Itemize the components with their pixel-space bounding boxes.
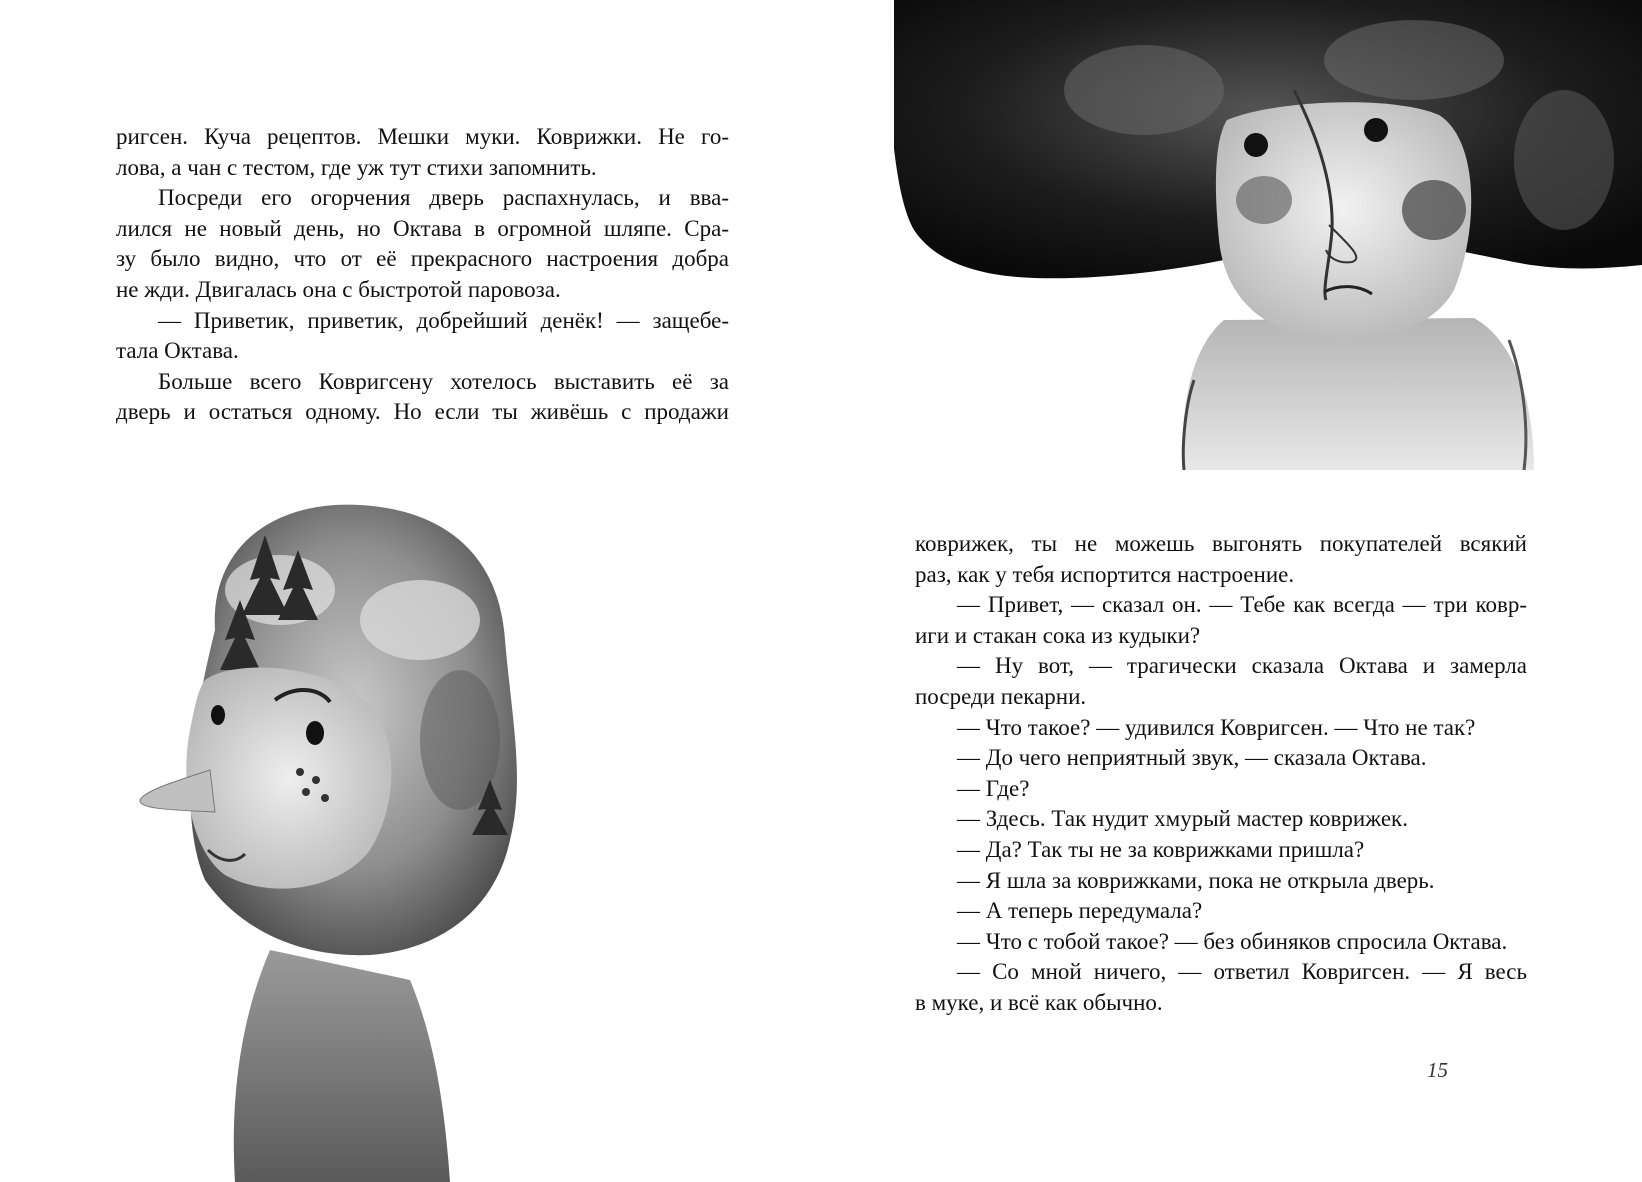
text-line: — Привет, — сказал он. — Тебе как всегда — три ковр- xyxy=(957,592,1527,618)
text-line: тала Октава. xyxy=(116,338,239,364)
text-line: лова, а чан с тестом, где уж тут стихи запомнить. xyxy=(116,154,597,180)
text-line: — Что с тобой такое? — без обиняков спросила Октава. xyxy=(957,928,1508,954)
text-line: — А теперь передумала? xyxy=(957,898,1203,924)
text-line: зу было видно, что от её прекрасного настроения добра xyxy=(116,246,729,272)
text-line: — Что такое? — удивился Ковригсен. — Что не так? xyxy=(957,714,1476,740)
right-page-text xyxy=(915,529,1527,1019)
text-line: — До чего неприятный звук, — сказала Октава. xyxy=(957,745,1427,771)
text-line: лился не новый день, но Октава в огромной шляпе. Сра- xyxy=(116,215,729,241)
text-line: иги и стакан сока из кудыки? xyxy=(915,622,1201,648)
left-page-text xyxy=(116,122,729,428)
text-line: — Со мной ничего, — ответил Ковригсен. — Я весь xyxy=(957,959,1527,985)
text-line: — Да? Так ты не за коврижками пришла? xyxy=(957,836,1365,862)
text-line: ригсен. Куча рецептов. Мешки муки. Коврижки. Не го- xyxy=(116,124,729,149)
text-line: — Где? xyxy=(957,775,1030,801)
text-line: не жди. Двигалась она с быстротой паровоза. xyxy=(116,276,561,302)
text-line: — Я шла за коврижками, пока не открыла дверь. xyxy=(957,867,1435,893)
text-line: — Ну вот, — трагически сказала Октава и замерла xyxy=(957,653,1527,679)
text-line: в муке, и всё как обычно. xyxy=(915,989,1163,1015)
text-line: — Приветик, приветик, добрейший денёк! — защебе- xyxy=(158,307,729,333)
text-line: посреди пекарни. xyxy=(915,683,1087,709)
text-line: дверь и остаться одному. Но если ты живёшь с продажи xyxy=(116,399,729,425)
text-line: раз, как у тебя испортится настроение. xyxy=(915,561,1295,587)
illustration-hooded-figure xyxy=(120,480,600,1182)
illustration-big-hat-figure xyxy=(894,0,1642,505)
text-line: коврижек, ты не можешь выгонять покупателей всякий xyxy=(915,531,1527,556)
text-line: Посреди его огорчения дверь распахнулась, и вва- xyxy=(158,185,729,211)
text-line: Больше всего Ковригсену хотелось выставить её за xyxy=(158,368,729,394)
text-line: — Здесь. Так нудит хмурый мастер коврижек. xyxy=(957,806,1408,832)
page-number: 15 xyxy=(1427,1058,1448,1082)
